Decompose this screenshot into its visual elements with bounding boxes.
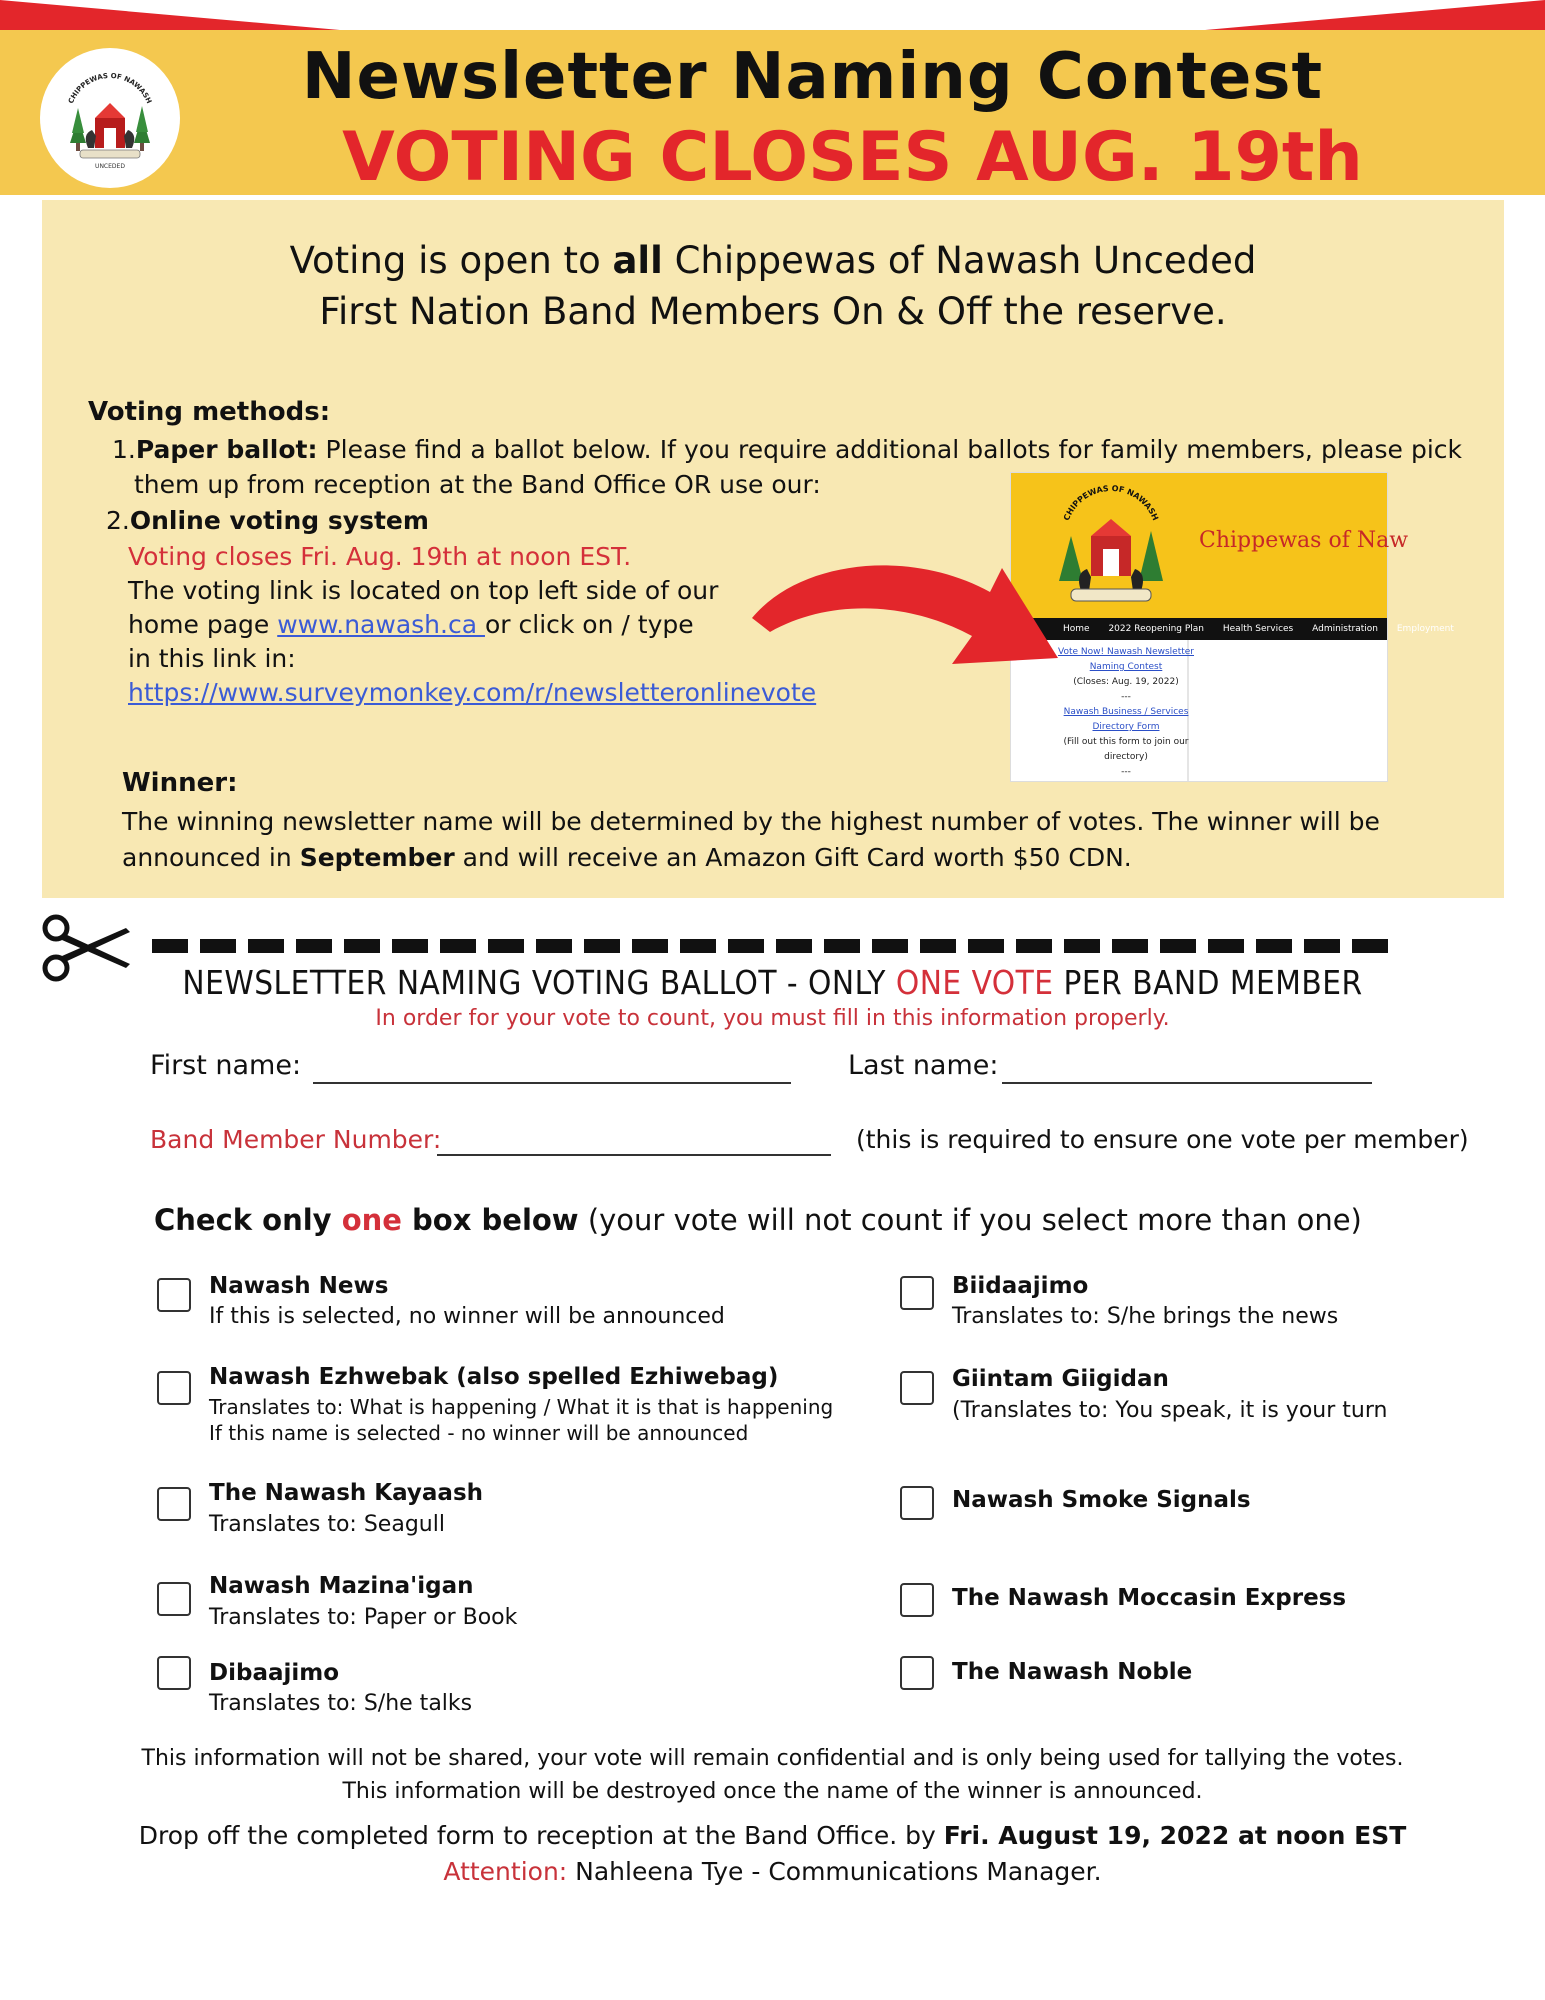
method-number: 1. [112, 435, 136, 464]
website-site-title: Chippewas of Naw [1199, 528, 1409, 553]
option-name: Biidaajimo [952, 1273, 1089, 1299]
last-name-field[interactable] [1002, 1082, 1372, 1084]
online-voting-details [128, 540, 817, 710]
winner-text: The winning newsletter name will be determined by the highest number of votes. The winner will be announced in [122, 807, 1380, 872]
option-name: Dibaajimo [209, 1660, 340, 1686]
option-name: Nawash News [209, 1273, 389, 1299]
contest-title: Newsletter Naming Contest [301, 40, 1324, 114]
top-stripe [0, 0, 1545, 30]
option-checkbox-nawash-noble[interactable] [900, 1656, 934, 1690]
option-checkbox-giintam-giigidan[interactable] [900, 1371, 934, 1405]
website-vote-note: (Closes: Aug. 19, 2022) [1073, 677, 1179, 687]
website-vote-link: Vote Now! Nawash Newsletter Naming Contest [1058, 647, 1194, 672]
check-instructions-text: box below [401, 1203, 579, 1237]
option-checkbox-nawash-moccasin-express[interactable] [900, 1583, 934, 1617]
option-checkbox-nawash-kayaash[interactable] [157, 1487, 191, 1521]
privacy-text: This information will not be shared, your vote will remain confidential and is only being used for tallying the votes. [141, 1746, 1404, 1771]
check-instructions-text: (your vote will not count if you select more than one) [578, 1203, 1362, 1237]
website-separator: --- [1121, 692, 1131, 702]
first-name-field[interactable] [313, 1082, 791, 1084]
attention-label: Attention: [443, 1857, 568, 1886]
check-instructions [154, 1203, 1362, 1237]
eligibility-text: First Nation Band Members On & Off the reserve. [319, 290, 1227, 333]
online-voting-method [106, 503, 429, 538]
logo-text-top: CHIPPEWAS OF NAWASH [66, 71, 154, 105]
option-name: The Nawash Kayaash [209, 1480, 484, 1506]
option-name: Nawash Mazina'igan [209, 1573, 474, 1599]
eligibility-text: Voting is open to [289, 239, 613, 282]
nawash-website-link[interactable]: www.nawash.ca [277, 610, 485, 639]
paper-ballot-label: Paper ballot: [135, 435, 318, 464]
link-instructions-text: home page [128, 610, 278, 639]
check-instructions-emphasis: one [341, 1203, 402, 1237]
winner-text: and will receive an Amazon Gift Card worth $50 CDN. [454, 843, 1132, 872]
option-description: If this is selected, no winner will be announced [209, 1304, 725, 1329]
option-description: Translates to: Seagull [209, 1512, 445, 1537]
check-instructions-text: Check only [154, 1203, 342, 1237]
privacy-notice [0, 1742, 1545, 1808]
red-arrow-icon [740, 540, 1080, 680]
online-closing-notice: Voting closes Fri. Aug. 19th at noon EST. [128, 542, 632, 571]
option-checkbox-nawash-mazinaigan[interactable] [157, 1582, 191, 1616]
link-instructions [128, 608, 768, 642]
option-name: The Nawash Noble [952, 1659, 1193, 1685]
website-nav-item: 2022 Reopening Plan [1108, 624, 1204, 634]
dropoff-text: Drop off the completed form to reception at the Band Office. by [138, 1821, 944, 1850]
option-checkbox-biidaajimo[interactable] [900, 1276, 934, 1310]
website-nav-item: Administration [1312, 624, 1378, 634]
option-checkbox-nawash-news[interactable] [157, 1278, 191, 1312]
ballot-title-text: NEWSLETTER NAMING VOTING BALLOT - ONLY [182, 963, 896, 1002]
winner-description [122, 804, 1472, 876]
eligibility-text: Chippewas of Nawash Unceded [662, 239, 1257, 282]
option-description: Translates to: Paper or Book [209, 1605, 518, 1630]
option-description: (Translates to: You speak, it is your turn [952, 1398, 1388, 1423]
logo-text-bottom: UNCEDED [95, 163, 125, 170]
svg-text:CHIPPEWAS OF NAWASH [1062, 484, 1160, 522]
option-name: Nawash Ezhwebak (also spelled Ezhiwebag) [209, 1364, 779, 1390]
website-directory-note: (Fill out this form to join our directory) [1063, 737, 1189, 762]
band-number-field[interactable] [437, 1154, 831, 1156]
band-number-label: Band Member Number: [150, 1125, 442, 1154]
option-name: The Nawash Moccasin Express [952, 1585, 1347, 1611]
link-instructions-text: or click on / type [484, 610, 694, 639]
last-name-label: Last name: [848, 1050, 999, 1081]
cut-line [152, 939, 1390, 953]
website-nav-item: Health Services [1222, 624, 1294, 634]
link-instructions: in this link in: [128, 644, 296, 673]
voting-closes-banner: VOTING CLOSES AUG. 19th [342, 118, 1363, 197]
paper-ballot-text: Please find a ballot below. If you require additional ballots for family members, please pick them up from reception at the Band Office OR use our: [134, 435, 1463, 499]
website-logo-text: CHIPPEWAS OF NAWASH [1062, 483, 1160, 522]
option-name: Nawash Smoke Signals [952, 1487, 1251, 1513]
website-nav-item: Home [1063, 624, 1090, 634]
eligibility-emphasis: all [612, 239, 663, 282]
online-voting-label: Online voting system [129, 506, 429, 535]
option-description: Translates to: S/he brings the news [952, 1304, 1339, 1329]
dropoff-deadline: Fri. August 19, 2022 at noon EST [943, 1821, 1407, 1850]
privacy-text: This information will be destroyed once the name of the winner is announced. [342, 1779, 1203, 1804]
ballot-title [0, 963, 1545, 1002]
band-number-note: (this is required to ensure one vote per member) [856, 1125, 1469, 1154]
eligibility-statement [42, 235, 1504, 337]
ballot-subtitle: In order for your vote to count, you must fill in this information properly. [375, 1006, 1170, 1031]
option-checkbox-nawash-smoke-signals[interactable] [900, 1486, 934, 1520]
winner-heading: Winner: [122, 768, 238, 798]
option-description: Translates to: S/he talks [209, 1691, 473, 1716]
option-description: If this name is selected - no winner will be announced [209, 1421, 749, 1445]
link-instructions: The voting link is located on top left side of our [128, 576, 719, 605]
website-separator: --- [1121, 767, 1131, 777]
option-checkbox-dibaajimo[interactable] [157, 1656, 191, 1690]
option-checkbox-nawash-ezhwebak[interactable] [157, 1371, 191, 1405]
winner-month: September [299, 843, 455, 872]
first-name-label: First name: [150, 1050, 302, 1081]
option-description: Translates to: What is happening / What it is that is happening [209, 1395, 834, 1419]
dropoff-instructions [0, 1818, 1545, 1890]
attention-contact: Nahleena Tye - Communications Manager. [567, 1857, 1102, 1886]
ballot-title-emphasis: ONE VOTE [895, 963, 1054, 1002]
method-number: 2. [106, 506, 130, 535]
ballot-title-text: PER BAND MEMBER [1053, 963, 1363, 1002]
website-nav-item: Employment [1396, 624, 1454, 634]
survey-link[interactable]: https://www.surveymonkey.com/r/newsletteronlinevote [128, 678, 817, 707]
voting-methods-heading: Voting methods: [88, 397, 331, 427]
option-name: Giintam Giigidan [952, 1366, 1169, 1392]
website-directory-link: Nawash Business / Services Directory Form [1063, 707, 1189, 732]
